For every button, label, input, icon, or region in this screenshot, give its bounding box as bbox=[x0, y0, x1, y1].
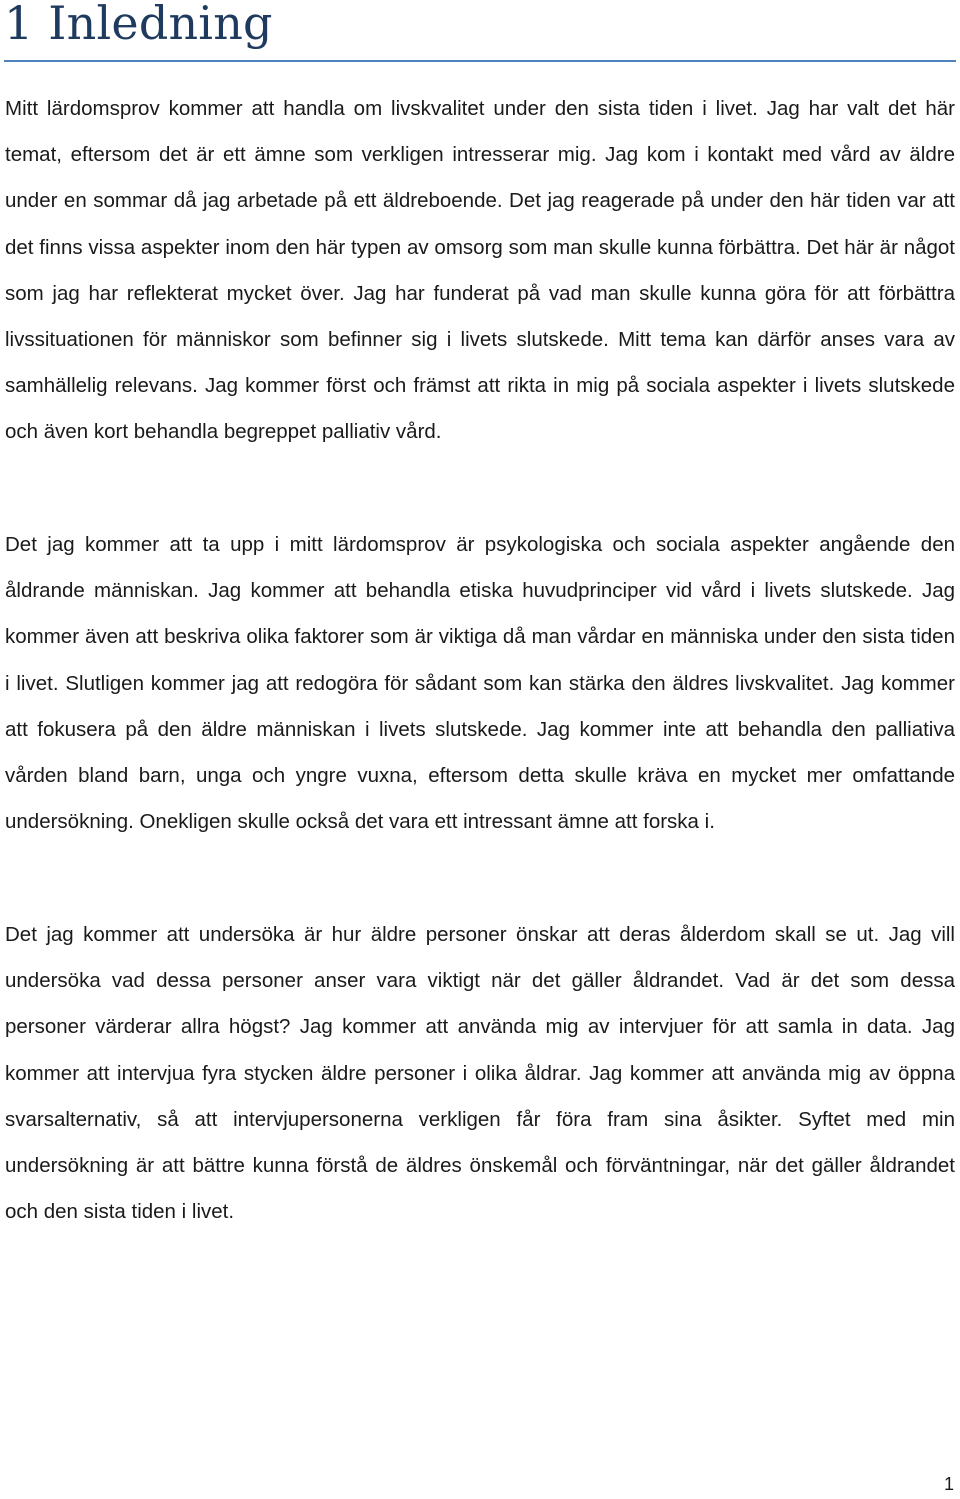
page-number: 1 bbox=[943, 1474, 954, 1494]
paragraph-1: Mitt lärdomsprov kommer att handla om livskvalitet under den sista tiden i livet. Jag har valt det här temat, eftersom det är ett ämne som verkligen intresserar mig. Jag kom i kontakt med vård av äldre under en sommar då jag arbetade på ett äldreboende. Det jag reagerade på under den här tiden var att det finns vissa aspekter inom den här typen av omsorg som man skulle kunna förbättra. Det här är något som jag har reflekterat mycket över. Jag har funderat på vad man skulle kunna göra för att förbättra livssituationen för människor som befinner sig i livets slutskede. Mitt tema kan därför anses vara av samhällelig relevans. Jag kommer först och främst att rikta in mig på sociala aspekter i livets slutskede och även kort behandla begreppet palliativ vård. bbox=[5, 97, 955, 444]
chapter-heading: 1 Inledning bbox=[4, 0, 273, 50]
paragraph-2: Det jag kommer att ta upp i mitt lärdomsprov är psykologiska och sociala aspekter angående den åldrande människan. Jag kommer att behandla etiska huvudprinciper vid vård i livets slutskede. Jag kommer även att beskriva olika faktorer som är viktiga då man vårdar en människa under den sista tiden i livet. Slutligen kommer jag att redogöra för sådant som kan stärka den äldres livskvalitet. Jag kommer att fokusera på den äldre människan i livets slutskede. Jag kommer inte att behandla den palliativa vården bland barn, unga och yngre vuxna, eftersom detta skulle kräva en mycket mer omfattande undersökning. Onekligen skulle också det vara ett intressant ämne att forska i. bbox=[5, 533, 955, 834]
heading-divider bbox=[4, 60, 956, 62]
paragraph-3: Det jag kommer att undersöka är hur äldre personer önskar att deras ålderdom skall se ut. Jag vill undersöka vad dessa personer anser vara viktigt när det gäller åldrandet. Vad är det som dessa personer värderar allra högst? Jag kommer att använda mig av intervjuer för att samla in data. Jag kommer att intervjua fyra stycken äldre personer i olika åldrar. Jag kommer att använda mig av öppna svarsalternativ, så att intervjupersonerna verkligen får föra fram sina åsikter. Syftet med min undersökning är att bättre kunna förstå de äldres önskemål och förväntningar, när det gäller åldrandet och den sista tiden i livet. bbox=[5, 923, 955, 1224]
